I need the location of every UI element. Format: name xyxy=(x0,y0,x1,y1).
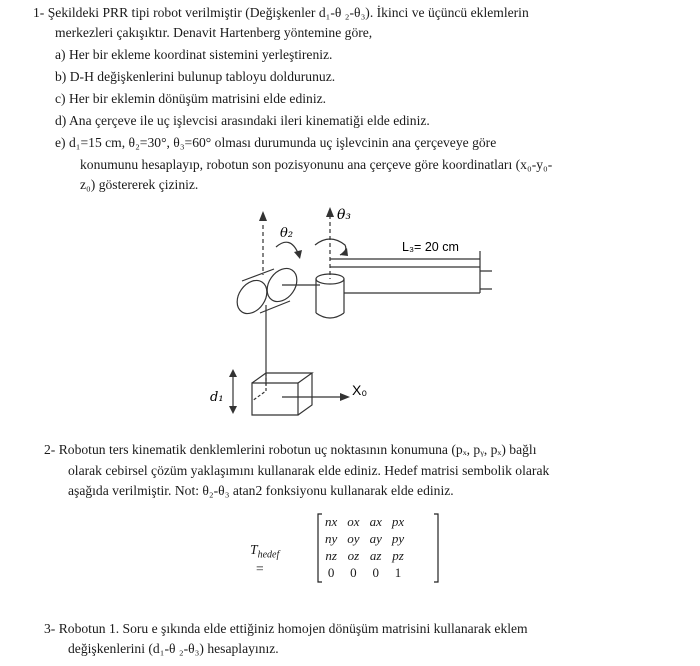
matrix-cell: oy xyxy=(347,530,360,546)
matrix-cell: nz xyxy=(325,547,337,563)
q2-line-3: aşağıda verilmiştir. Not: θ₂-θ₃ atan2 fonksiyonu kullanarak elde ediniz. xyxy=(68,483,454,498)
matrix-cell: 0 xyxy=(350,564,357,580)
matrix-cell: 0 xyxy=(327,564,335,580)
matrix-cell: ox xyxy=(347,513,360,529)
theta2-arc-arrowhead xyxy=(294,250,302,259)
q1-item-e-line-2: konumunu hesaplayıp, robotun son pozisyonunu ana çerçeve göre koordinatları (x₀-y₀- xyxy=(80,157,553,172)
matrix-row xyxy=(320,547,409,564)
matrix-grid xyxy=(316,512,440,584)
matrix-row xyxy=(320,513,409,530)
d1-arrowhead-up xyxy=(229,369,237,377)
q2-line-2: olarak cebirsel çözüm yaklaşımını kullanarak elde ediniz. Hedef matrisi sembolik olarak xyxy=(68,463,550,478)
q1-item-d: d) Ana çerçeve ile uç işlevcisi arasındaki ileri kinematiği elde ediniz. xyxy=(55,113,430,128)
joint3-cylinder xyxy=(316,274,344,318)
theta2-label: θ₂ xyxy=(280,226,294,241)
x0-label: X₀ xyxy=(352,382,368,398)
matrix-cell: 0 xyxy=(372,564,379,580)
matrix-label: $T_{hedef}$ = xyxy=(250,542,280,576)
joint2-cylinder xyxy=(231,263,303,319)
matrix-cell: ax xyxy=(369,513,382,529)
base-box xyxy=(252,373,312,415)
q1-item-b: b) D-H değişkenlerini bulunup tabloyu doldurunuz. xyxy=(55,69,336,84)
matrix-cell: oz xyxy=(347,547,360,563)
q3-line-2: değişkenlerini (d₁-θ ₂-θ₃) hesaplayınız. xyxy=(68,641,279,656)
matrix-row xyxy=(320,530,409,547)
matrix-row xyxy=(320,564,409,581)
theta3-arc-arrowhead xyxy=(340,248,348,256)
matrix-cell: nx xyxy=(325,513,338,529)
theta2-arc xyxy=(276,242,298,253)
x0-axis-arrowhead xyxy=(340,393,350,401)
joint3-axis-arrowhead xyxy=(326,207,334,217)
q1-line-2: merkezleri çakışıktır. Denavit Hartenberg yöntemine göre, xyxy=(55,25,373,40)
matrix-cell: ny xyxy=(325,530,338,546)
matrix-cell: 1 xyxy=(394,564,402,580)
l3-label: L₃= 20 cm xyxy=(402,240,459,254)
joint2-axis-arrowhead xyxy=(259,211,267,221)
d1-label: d₁ xyxy=(210,390,224,405)
matrix-cell: ay xyxy=(369,530,382,546)
q2-line-1: 2- Robotun ters kinematik denklemlerini robotun uç noktasının konumuna (pₓ, pᵧ, pₓ) bağlı xyxy=(44,442,537,457)
theta3-label: θ₃ xyxy=(337,207,352,223)
matrix-cell: px xyxy=(391,513,405,529)
d1-arrowhead-down xyxy=(229,406,237,414)
q1-line-1: 1- Şekildeki PRR tipi robot verilmiştir (Değişkenler d₁-θ ₂-θ₃). İkinci ve üçüncü eklemlerin xyxy=(33,5,529,20)
matrix-cell: py xyxy=(391,530,405,546)
robot-diagram-svg xyxy=(190,205,500,430)
matrix-cell: az xyxy=(369,547,382,563)
q1-item-a: a) Her bir ekleme koordinat sistemini yerleştireniz. xyxy=(55,47,333,62)
matrix-cell: pz xyxy=(392,547,404,563)
q1-item-e-line-1: e) d₁=15 cm, θ₂=30°, θ₃=60° olması durumunda uç işlevcinin ana çerçeveye göre xyxy=(55,135,497,150)
q1-item-c: c) Her bir eklemin dönüşüm matrisini elde ediniz. xyxy=(55,91,327,106)
q3-line-1: 3- Robotun 1. Soru e şıkında elde ettiğiniz homojen dönüşüm matrisini kullanarak eklem xyxy=(44,621,528,636)
q1-item-e-line-3: z₀) göstererek çiziniz. xyxy=(80,177,199,192)
gripper-fingers xyxy=(480,271,492,289)
robot-diagram xyxy=(190,205,500,430)
